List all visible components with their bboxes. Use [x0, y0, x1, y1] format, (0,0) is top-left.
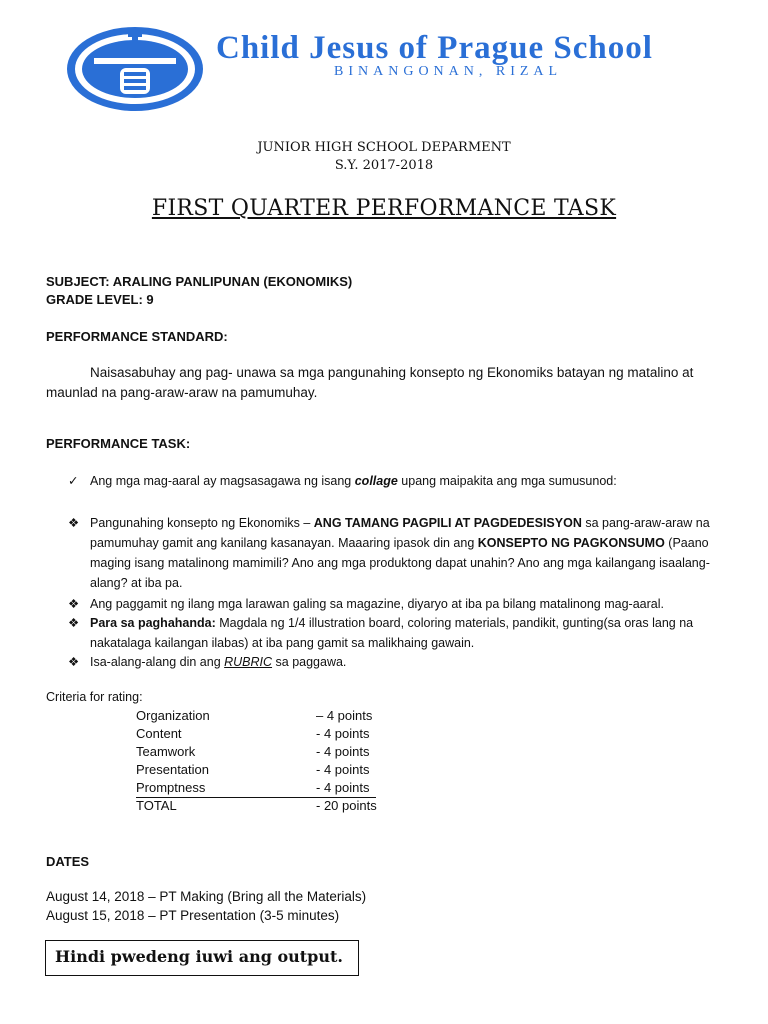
criteria-points: - 4 points: [316, 762, 370, 777]
dates-heading: DATES: [46, 854, 90, 869]
date-line: August 15, 2018 – PT Presentation (3-5 minutes): [46, 908, 340, 923]
criteria-heading: Criteria for rating:: [46, 690, 143, 704]
diamond-bullet-icon: ❖: [68, 655, 80, 669]
criteria-points: - 4 points: [316, 744, 370, 759]
diamond-bullet-icon: ❖: [68, 597, 80, 611]
bullet-text: Magdala ng 1/4 illustration board, coloring materials, pandikit, gunting(sa oras lang na nakatalaga kailangan ilabas) at iba pang gamit sa malikhaing gawain.: [90, 616, 694, 650]
criteria-label: Presentation: [136, 762, 209, 777]
criteria-label: Promptness: [136, 780, 206, 795]
check-item: [68, 471, 728, 491]
rubric-link-text: RUBRIC: [224, 655, 273, 669]
school-logo-icon: [64, 22, 206, 114]
diamond-bullet-icon: ❖: [68, 616, 80, 630]
criteria-row: [136, 780, 370, 795]
performance-standard-text: Naisasabuhay ang pag- unawa sa mga pangunahing konsepto ng Ekonomiks batayan ng matalino at maunlad na pang-araw-araw na pamumuhay.: [46, 365, 694, 400]
bullet-text: Pangunahing konsepto ng Ekonomiks –: [90, 516, 314, 530]
criteria-row: [136, 726, 370, 741]
criteria-label: TOTAL: [136, 798, 177, 813]
criteria-points: - 4 points: [316, 780, 370, 795]
list-item: [68, 652, 728, 672]
list-item: [68, 513, 728, 593]
bullet-text: (Paano maging isang matalinong mamimili? Ano ang mga produktong dapat unahin? Ano ang mga kailangang isaalang-alang? at iba pa.: [90, 536, 710, 590]
performance-standard-heading: PERFORMANCE STANDARD:: [46, 329, 228, 344]
bullet-bold-text: Para sa paghahanda:: [90, 616, 216, 630]
criteria-row: [136, 762, 370, 777]
grade-level-label: GRADE LEVEL: 9: [46, 292, 154, 307]
checkmark-icon: ✓: [68, 474, 79, 488]
bullet-text: Isa-alang-alang din ang: [90, 655, 225, 669]
criteria-total-row: [136, 798, 377, 813]
criteria-points: – 4 points: [316, 708, 373, 723]
check-item-text-end: upang maipakita ang mga sumusunod:: [397, 474, 617, 488]
bullet-text: sa paggawa.: [272, 655, 347, 669]
performance-task-heading: PERFORMANCE TASK:: [46, 436, 191, 451]
criteria-label: Content: [136, 726, 182, 741]
subject-label: SUBJECT: ARALING PANLIPUNAN (EKONOMIKS): [46, 274, 353, 289]
school-location: BINANGONAN, RIZAL: [334, 64, 563, 79]
check-item-emphasis: collage: [354, 474, 398, 488]
criteria-row: [136, 708, 373, 723]
criteria-points: - 4 points: [316, 726, 370, 741]
department-label: JUNIOR HIGH SCHOOL DEPARMENT: [257, 140, 511, 155]
school-name: Child Jesus of Prague School: [216, 30, 653, 66]
bullet-bold-text: ANG TAMANG PAGPILI AT PAGDEDESISYON: [313, 516, 582, 530]
date-line: August 14, 2018 – PT Making (Bring all the Materials): [46, 889, 367, 904]
bullet-text: Ang paggamit ng ilang mga larawan galing sa magazine, diyaryo at iba pa bilang matalinong mag-aaral.: [90, 597, 664, 611]
check-item-text: Ang mga mag-aaral ay magsasagawa ng isang: [90, 474, 355, 488]
list-item: [68, 613, 728, 653]
criteria-row: [136, 744, 370, 759]
diamond-bullet-icon: ❖: [68, 516, 80, 530]
school-year: S.Y. 2017-2018: [334, 158, 434, 173]
page-title: FIRST QUARTER PERFORMANCE TASK: [151, 196, 617, 221]
list-item: [68, 594, 728, 614]
notice-text: Hindi pwedeng iuwi ang output.: [55, 947, 343, 966]
criteria-label: Teamwork: [136, 744, 196, 759]
criteria-label: Organization: [136, 708, 210, 723]
bullet-bold-text: KONSEPTO NG PAGKONSUMO: [477, 536, 665, 550]
criteria-points: - 20 points: [316, 798, 377, 813]
bullet-text: sa pang-araw-araw na pamumuhay gamit ang kanilang kasanayan. Maaaring ipasok din ang: [90, 516, 710, 550]
